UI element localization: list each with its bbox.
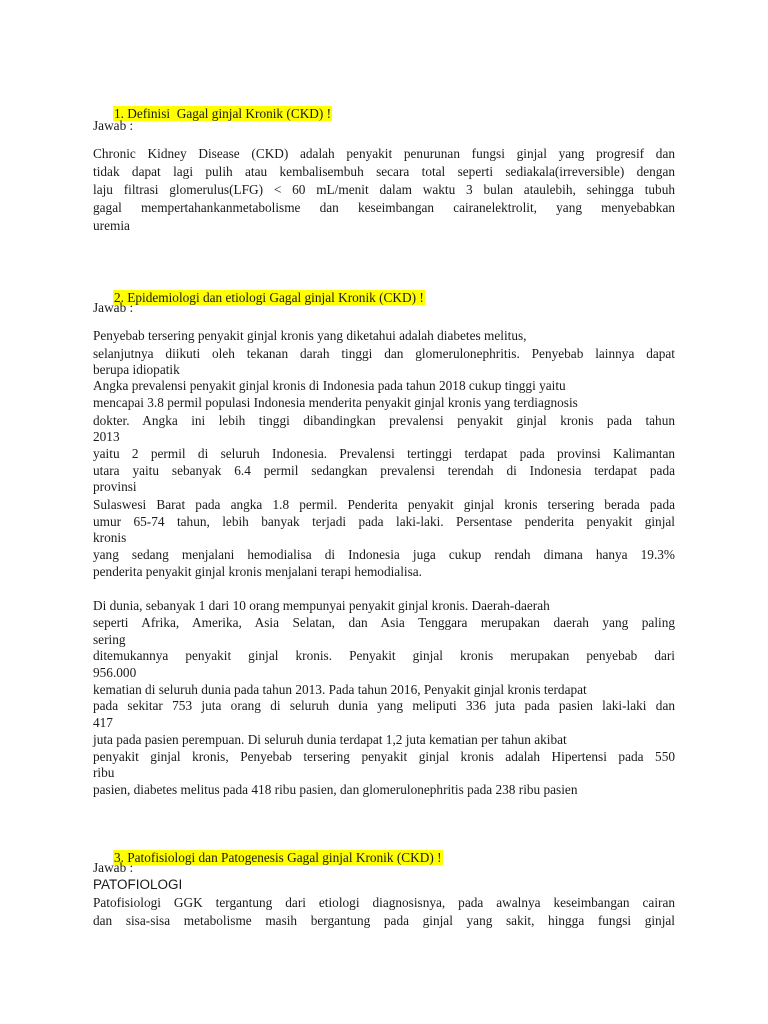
section-2-p2-line-12: pasien, diabetes melitus pada 418 ribu pasien, dan glomerulonephritis pada 238 ribu pasien xyxy=(93,782,578,797)
section-2-line-9: utara yaitu sebanyak 6.4 permil sedangkan prevalensi terendah di Indonesia terdapat pada xyxy=(93,463,675,478)
section-1-heading xyxy=(93,88,332,121)
section-2-answer-label: Jawab : xyxy=(93,300,134,315)
section-2-line-2: selanjutnya diikuti oleh tekanan darah tinggi dan glomerulonephritis. Penyebab lainnya dapat xyxy=(93,346,675,361)
section-2-line-5: mencapai 3.8 permil populasi Indonesia menderita penyakit ginjal kronis yang terdiagnosis xyxy=(93,395,578,410)
section-1-answer-label: Jawab : xyxy=(93,118,134,133)
section-1-line-2: tidak dapat lagi pulih atau kembalisembuh secara total seperti sediakala(irreversible) dengan xyxy=(93,164,675,179)
section-2-p2-line-8: 417 xyxy=(93,715,113,730)
section-1-heading-text: 1. Definisi Gagal ginjal Kronik (CKD) ! xyxy=(113,106,332,121)
section-3-line-2: dan sisa-sisa metabolisme masih bergantung pada ginjal yang sakit, hingga fungsi ginjal xyxy=(93,913,675,928)
section-2-p2-line-3: sering xyxy=(93,632,126,647)
section-3-heading xyxy=(93,832,443,865)
section-2-line-15: penderita penyakit ginjal kronis menjalani terapi hemodialisa. xyxy=(93,564,422,579)
section-1-line-3: laju filtrasi glomerulus(LFG) < 60 mL/menit dalam waktu 3 bulan ataulebih, sehingga tubuh xyxy=(93,182,675,197)
section-2-line-1: Penyebab tersering penyakit ginjal kronis yang diketahui adalah diabetes melitus, xyxy=(93,328,527,343)
section-3-subheading: PATOFIOLOGI xyxy=(93,877,183,892)
section-2-p2-line-1: Di dunia, sebanyak 1 dari 10 orang mempunyai penyakit ginjal kronis. Daerah-daerah xyxy=(93,598,550,613)
section-1-line-1: Chronic Kidney Disease (CKD) adalah penyakit penurunan fungsi ginjal yang progresif dan xyxy=(93,146,675,161)
section-3-line-1: Patofisiologi GGK tergantung dari etiologi diagnosisnya, pada awalnya keseimbangan cairan xyxy=(93,895,675,910)
section-2-p2-line-6: kematian di seluruh dunia pada tahun 2013. Pada tahun 2016, Penyakit ginjal kronis terdapat xyxy=(93,682,587,697)
section-2-p2-line-5: 956.000 xyxy=(93,665,137,680)
section-1-line-5: uremia xyxy=(93,218,130,233)
section-2-line-12: umur 65-74 tahun, lebih banyak terjadi pada laki-laki. Persentase penderita penyakit ginjal xyxy=(93,514,675,529)
section-2-heading xyxy=(93,272,425,305)
section-2-line-10: provinsi xyxy=(93,479,137,494)
section-2-p2-line-4: ditemukannya penyakit ginjal kronis. Penyakit ginjal kronis merupakan penyebab dari xyxy=(93,648,675,663)
section-2-heading-text: 2. Epidemiologi dan etiologi Gagal ginjal Kronik (CKD) ! xyxy=(113,290,424,305)
section-2-line-3: berupa idiopatik xyxy=(93,362,180,377)
section-2-p2-line-2: seperti Afrika, Amerika, Asia Selatan, dan Asia Tenggara merupakan daerah yang paling xyxy=(93,615,675,630)
section-2-line-11: Sulaswesi Barat pada angka 1.8 permil. Penderita penyakit ginjal kronis tersering berada pada xyxy=(93,497,675,512)
section-1-line-4: gagal mempertahankanmetabolisme dan keseimbangan cairanelektrolit, yang menyebabkan xyxy=(93,200,675,215)
section-2-p2-line-11: ribu xyxy=(93,765,115,780)
section-2-line-13: kronis xyxy=(93,530,127,545)
section-2-line-14: yang sedang menjalani hemodialisa di Indonesia juga cukup rendah dimana hanya 19.3% xyxy=(93,547,675,562)
section-2-p2-line-9: juta pada pasien perempuan. Di seluruh dunia terdapat 1,2 juta kematian per tahun akibat xyxy=(93,732,567,747)
section-2-line-8: yaitu 2 permil di seluruh Indonesia. Prevalensi tertinggi terdapat pada provinsi Kalimantan xyxy=(93,446,675,461)
section-2-line-7: 2013 xyxy=(93,429,120,444)
section-2-p2-line-10: penyakit ginjal kronis, Penyebab tersering penyakit ginjal kronis adalah Hipertensi pada 550 xyxy=(93,749,675,764)
section-2-p2-line-7: pada sekitar 753 juta orang di seluruh dunia yang meliputi 336 juta pada pasien laki-laki dan xyxy=(93,698,675,713)
section-3-heading-text: 3. Patofisiologi dan Patogenesis Gagal ginjal Kronik (CKD) ! xyxy=(113,850,442,865)
section-2-line-6: dokter. Angka ini lebih tinggi dibandingkan prevalensi penyakit ginjal kronis pada tahun xyxy=(93,413,675,428)
section-2-line-4: Angka prevalensi penyakit ginjal kronis di Indonesia pada tahun 2018 cukup tinggi yaitu xyxy=(93,378,566,393)
section-3-answer-label: Jawab : xyxy=(93,860,134,875)
